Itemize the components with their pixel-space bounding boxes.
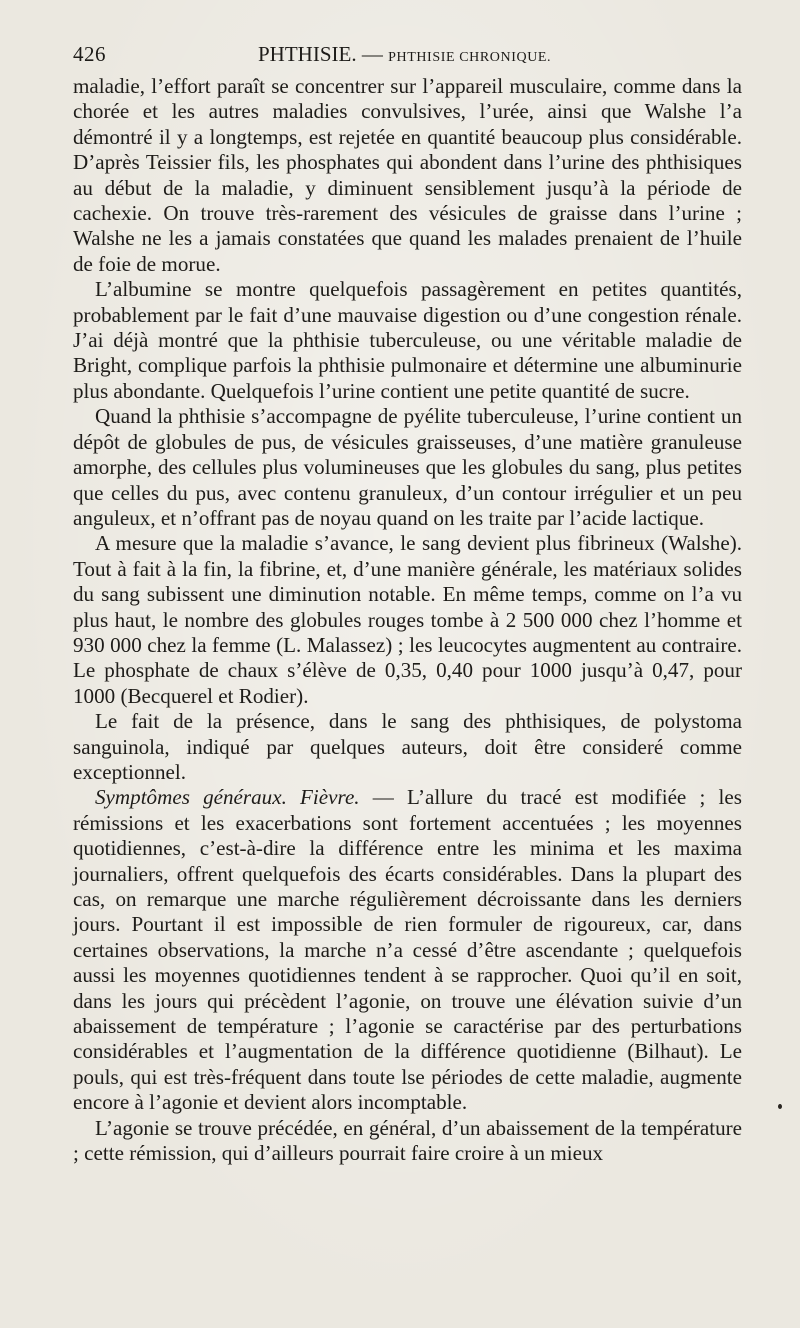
- paragraph-symptomes-text: — L’allure du tracé est modifiée ; les rémissions et les exacerbations sont fortement accentuées ; les moyennes quotidiennes, c’est-à-dire la différence entre les minima et les maxima journaliers, offrent quelquefois des écarts considérables. Dans la plupart des cas, on remarque une marche régulièrement décroissante dans les derniers jours. Pourtant il est impossible de rien formuler de rigoureux, car, dans certaines observations, la marche n’a cessé d’être ascendante ; quelquefois aussi les moyennes quotidiennes tendent à se rapprocher. Quoi qu’il en soit, dans les jours qui précèdent l’agonie, on trouve une élévation suivie d’un abaissement de température ; l’agonie se caractérise par des perturbations considérables et l’augmentation de la différence quotidienne (Bilhaut). Le pouls, qui est très-fréquent dans toute lse périodes de cette maladie, augmente encore à l’agonie et devient alors incomptable.: [73, 785, 742, 1115]
- paragraph-albumine: L’albumine se montre quelquefois passagèrement en petites quantités, probablement par le fait d’une mauvaise digestion ou d’une congestion rénale. J’ai déjà montré que la phthisie tuberculeuse, ou une véritable maladie de Bright, complique parfois la phthisie pulmonaire et détermine une albuminurie plus abondante. Quelquefois l’urine contient une petite quantité de sucre.: [73, 277, 742, 403]
- paragraph-symptomes: [73, 785, 742, 1115]
- paragraph-agonie: L’agonie se trouve précédée, en général, d’un abaissement de la température ; cette rémission, qui d’ailleurs pourrait faire croire à un mieux: [73, 1115, 742, 1166]
- paragraph-sang: A mesure que la maladie s’avance, le sang devient plus fibrineux (Walshe). Tout à fait à la fin, la fibrine, et, d’une manière générale, les matériaux solides du sang subissent une diminution notable. En même temps, comme on l’a vu plus haut, le nombre des globules rouges tombe à 2 500 000 chez l’homme et 930 000 chez la femme (L. Malassez) ; les leucocytes augmentent au contraire. Le phosphate de chaux s’élève de 0,35, 0,40 pour 1000 jusqu’à 0,47, pour 1000 (Becquerel et Rodier).: [73, 531, 742, 708]
- page-number: 426: [73, 42, 106, 66]
- paragraph-pyelite: Quand la phthisie s’accompagne de pyélite tuberculeuse, l’urine contient un dépôt de globules de pus, de vésicules graisseuses, d’une matière granuleuse amorphe, des cellules plus volumineuses que les globules du sang, plus petites que celles du pus, avec contenu granuleux, d’un contour irrégulier et un peu anguleux, et n’offrant pas de noyau quand on les traite par l’acide lactique.: [73, 404, 742, 530]
- body-text: [73, 74, 742, 1166]
- section-lead-italic: Symptômes généraux. Fièvre.: [95, 785, 360, 810]
- paragraph-polystoma: Le fait de la présence, dans le sang des phthisiques, de polystoma sanguinola, indiqué par quelques auteurs, doit être consideré comme exceptionnel.: [73, 709, 742, 784]
- running-title: [258, 42, 551, 67]
- running-title-sub: PHTHISIE CHRONIQUE.: [388, 50, 552, 65]
- running-title-main: PHTHISIE.: [258, 42, 357, 66]
- running-head: [73, 40, 742, 74]
- paragraph-continued: maladie, l’effort paraît se concentrer sur l’appareil musculaire, comme dans la chorée et les autres maladies convulsives, l’urée, ainsi que Walshe l’a démontré il y a longtemps, est rejetée en quantité beaucoup plus considérable. D’après Teissier fils, les phosphates qui abondent dans l’urine des phthisiques au début de la maladie, y diminuent sensiblement jusqu’à la période de cachexie. On trouve très-rarement des vésicules de graisse dans l’urine ; Walshe ne les a jamais constatées que quand les malades prenaient de l’huile de foie de morue.: [73, 74, 742, 276]
- running-title-dash: —: [356, 42, 389, 66]
- ink-speck: [778, 1104, 782, 1109]
